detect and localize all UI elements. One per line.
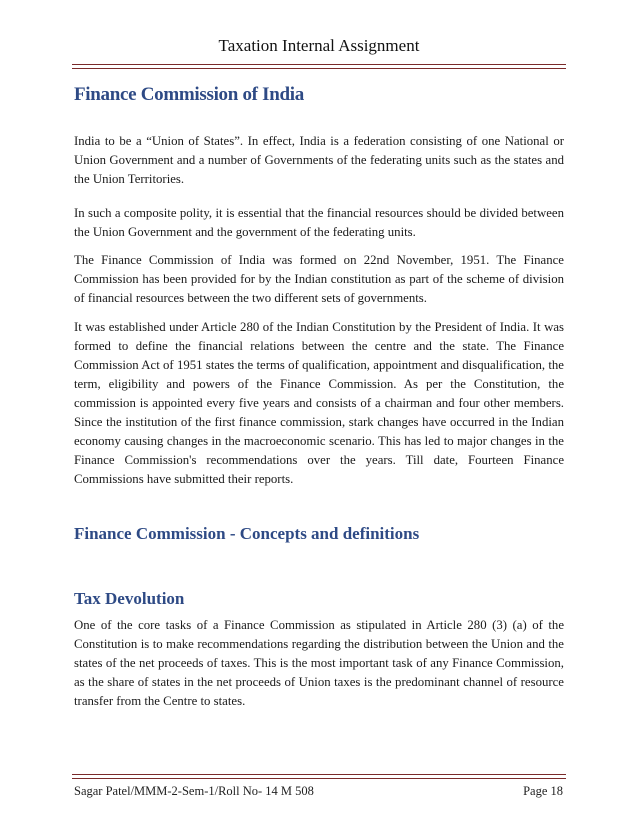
footer-author: Sagar Patel/MMM-2-Sem-1/Roll No- 14 M 508 [74, 784, 314, 798]
page-header-title: Taxation Internal Assignment [218, 36, 420, 55]
paragraph-formation: The Finance Commission of India was formed on 22nd November, 1951. The Finance Commission has been provided for by the Indian constitution as part of the scheme of division of financial resources between the two different sets of governments. [74, 253, 564, 305]
paragraph-union-of-states: India to be a “Union of States”. In effect, India is a federation consisting of one National or Union Government and a number of Governments of the federating units such as the states and the Union Territories. [74, 134, 564, 186]
paragraph-composite-polity: In such a composite polity, it is essential that the financial resources should be divided between the Union Government and the government of the federating units. [74, 206, 564, 239]
header-divider [72, 64, 566, 69]
footer-divider [72, 774, 566, 779]
section-heading-concepts: Finance Commission - Concepts and definitions [74, 524, 420, 543]
section-heading-finance-commission: Finance Commission of India [74, 84, 304, 105]
footer-page-number: Page 18 [523, 784, 563, 798]
paragraph-article-280: It was established under Article 280 of the Indian Constitution by the President of India. It was formed to define the financial relations between the centre and the state. The Finance Commission Act of 1951 states the terms of qualification, appointment and disqualification, the term, eligibility and powers of the Finance Commission. As per the Constitution, the commission is appointed every five years and consists of a chairman and four other members. Since the institution of the first finance commission, stark changes have occurred in the Indian economy causing changes in the macroeconomic scenario. This has led to major changes in the Finance Commission's recommendations over the years. Till date, Fourteen Finance Commissions have submitted their reports. [74, 320, 564, 486]
paragraph-tax-devolution: One of the core tasks of a Finance Commission as stipulated in Article 280 (3) (a) of the Constitution is to make recommendations regarding the distribution between the Union and the states of the net proceeds of taxes. This is the most important task of any Finance Commission, as the share of states in the net proceeds of Union taxes is the predominant channel of resource transfer from the Centre to states. [74, 618, 564, 708]
section-heading-tax-devolution: Tax Devolution [74, 589, 185, 608]
